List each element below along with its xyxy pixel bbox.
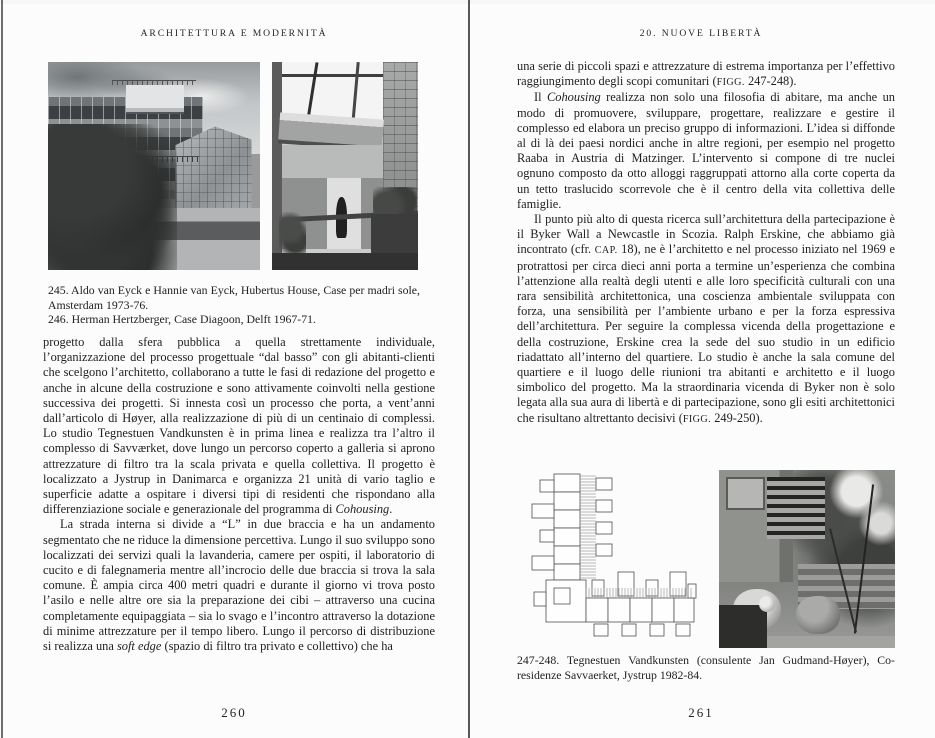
photo-penthouse	[126, 85, 183, 114]
figure-247-floor-plan	[528, 472, 698, 644]
photo-path	[767, 636, 895, 648]
photo-glass-conservatory	[175, 126, 251, 220]
left-figure-captions	[48, 283, 420, 327]
left-page-number: 260	[221, 705, 247, 720]
right-running-head: 20. NUOVE LIBERTÀ	[639, 28, 763, 39]
right-body-text: una serie di piccoli spazi e attrezzature di estrema importanza per l’effettivo raggiungimento degli scopi comunitari (FIGG. 247-248). Il Cohousing realizza non solo una filosofia di abitare, ma anche un modo di promuovere, sviluppare, progettare, realizzare e gestire il complesso ed elabora un preciso gruppo di informazioni. L’idea si diffonde al di là dei paesi nordici anche in altre regioni, per esempio nel progetto Raaba in Austria di Matzinger. L’intervento si compone di tre nuclei ognuno composto da otto alloggi raggruppati attorno alla corte coperta da un tetto traslucido scorrevole che è il centro della vita collettiva delle famiglie. Il punto più alto di questa ricerca sull’architettura della partecipazione è il Byker Wall a Newcastle in Scozia. Ralph Erskine, che abbiamo già incontrato (cfr. CAP. 18), ne è l’architetto e nel processo iniziato nel 1969 e protrattosi per circa dieci anni porta a termine un’esperienza che combina l’attenzione alla realtà degli utenti e alle loro specificità culturali con una rara sensibilità architettonica, una coscienza ambientale sviluppata con forza, una sensibilità per l’ambiente urbano e per la forza espressiva dell’architettura. Per seguire la complessa vicenda della progettazione e della costruzione, Erskine crea la sede del suo studio in un edificio riadattato all’interno del quartiere. Lo studio è anche la sala comune del quartiere e il luogo delle riunioni tra abitanti e architetto e il luogo simbolico del progetto. Ma la straordinaria vicenda di Byker non è solo legata alla sua aura di libertà e di partecipazione, sono gli esiti architettonici che risultano altrettanto decisivi (FIGG. 249-250).	[517, 59, 895, 425]
left-body-text: progetto dalla sfera pubblica a quella strettamente individuale, l’organizzazione del processo progettuale “dal basso” con gli abitanti-clienti che scelgono l’architetto, collaborano a tutte le fasi di redazione del progetto e anche in alcune della costruzione e sono attivamente coinvolti nella gestione successiva dei progetti. Si innesta così un processo che porta, a vent’anni dall’articolo di Høyer, alla realizzazione di più di un centinaio di complessi. Lo studio Tegnestuen Vandkunsten è in prima linea e realizza tra l’altro il complesso di Savværket, dove lungo un percorso coperto a galleria si aprono attrezzature di filtro tra la scala privata e quella collettiva. Il progetto è localizzato a Jystrup in Danimarca e organizza 21 unità di vario taglio e superficie adatte a ospitare i diversi tipi di residenti che rispondano alla differenziazione sociale e generazionale del programma di Cohousing. La strada interna si divide a “L” in due braccia e ha un andamento segmentato che ne riduce la dimensione percettiva. Lungo il suo sviluppo sono localizzati dei servizi quali la lavanderia, camere per ospiti, il laboratorio di cucito e di falegnameria mentre all’incrocio delle due braccia si trova la sala comune. È ampia circa 400 metri quadri e durante il giorno vi trova posto l’asilo e nelle altre ore sia la preparazione dei cibi – attraverso una cucina completamente equipaggiata – sia lo svago e l’incontro attraverso la dotazione di minime attrezzature per il tempo libero. Lungo il percorso di distribuzione si realizza una soft edge (spazio di filtro tra privato e collettivo) che ha	[43, 335, 435, 654]
figure-caption-line: 246. Herman Hertzberger, Case Diagoon, Delft 1967-71.	[48, 312, 316, 327]
photo-planter-ledge	[719, 605, 767, 648]
photo-plants	[279, 212, 305, 254]
figure-246-photo-case-diagoon	[272, 62, 418, 270]
figure-caption-line: 245. Aldo van Eyck e Hannie van Eyck, Hubertus House, Case per madri sole, Amsterdam 1973-76.	[48, 283, 420, 312]
scan-left-edge-line	[1, 0, 3, 738]
figure-245-photo-hubertus-house	[48, 62, 260, 270]
photo-window	[726, 477, 765, 509]
right-page-number: 261	[688, 705, 714, 720]
page-spine-divider	[468, 0, 470, 738]
photo-floor	[272, 253, 418, 270]
left-running-head: ARCHITETTURA E MODERNITÀ	[140, 28, 328, 39]
right-figure-row	[517, 470, 895, 648]
photo-roof-railing	[112, 80, 197, 85]
figure-248-photo-savvaerket	[719, 470, 895, 648]
photo-boulder	[796, 596, 840, 633]
right-figure-caption: 247-248. Tegnestuen Vandkunsten (consulente Jan Gudmand-Høyer), Co-residenze Savvaerket, Jystrup 1982-84.	[517, 653, 895, 682]
photo-tree	[48, 124, 177, 270]
photo-branch	[854, 485, 874, 634]
photo-louvers	[767, 477, 825, 539]
photo-counter	[371, 214, 418, 256]
photo-mid-wall	[282, 145, 383, 178]
